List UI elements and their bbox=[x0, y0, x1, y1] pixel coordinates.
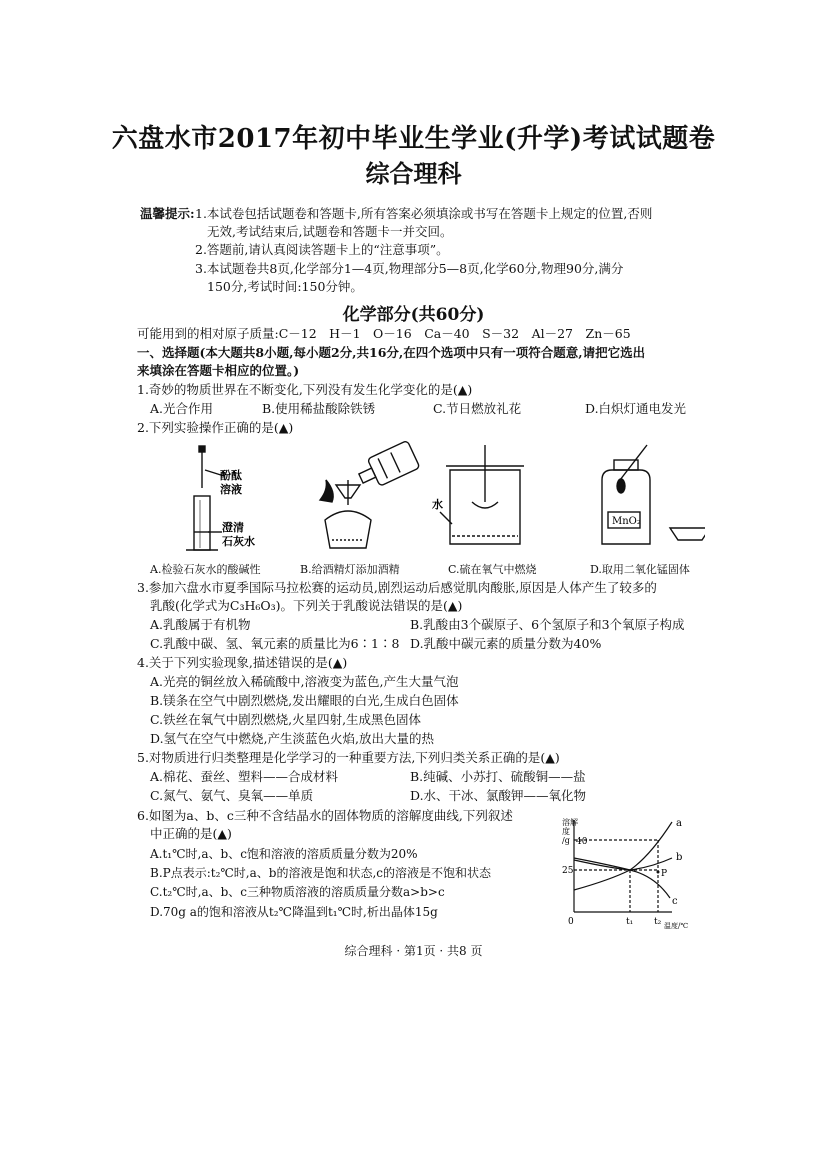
q6-option-d: D.70g a的饱和溶液从t₂℃降温到t₁℃时,析出晶体15g bbox=[150, 905, 438, 919]
q5-option-d: D.水、干冰、氯酸钾——氧化物 bbox=[410, 788, 587, 803]
solubility-graph bbox=[560, 810, 710, 930]
q5-option-c: C.氮气、氨气、臭氧——单质 bbox=[150, 788, 314, 803]
curve-a bbox=[574, 822, 672, 890]
label-mno2: MnO₂ bbox=[612, 516, 641, 527]
tick-25: 25 bbox=[562, 866, 574, 876]
page-title: 六盘水市2017年初中毕业生学业(升学)考试试题卷 bbox=[111, 124, 716, 154]
label-phenol-1: 酚酞 bbox=[220, 469, 242, 482]
label-lime-1: 澄清 bbox=[222, 521, 244, 534]
part-one-heading: 一、选择题(本大题共8小题,每小题2分,共16分,在四个选项中只有一项符合题意,请把它选出 bbox=[137, 345, 646, 360]
question-3-line-2: 乳酸(化学式为C₃H₆O₃)。下列关于乳酸说法错误的是(▲) bbox=[150, 598, 463, 613]
label-water: 水 bbox=[432, 498, 443, 511]
notice-item-2: 2.答题前,请认真阅读答题卡上的“注意事项”。 bbox=[195, 242, 449, 257]
notice-item-3-cont: 150分,考试时间:150分钟。 bbox=[207, 279, 363, 294]
tick-40: 40 bbox=[576, 837, 588, 847]
fig-c-gas-jar bbox=[440, 445, 524, 544]
question-1-stem bbox=[137, 382, 472, 398]
section-title: 化学部分(共60分) bbox=[342, 305, 485, 325]
fig-a-dropper bbox=[186, 446, 224, 550]
question-5-stem: 5.对物质进行归类整理是化学学习的一种重要方法,下列归类关系正确的是(▲) bbox=[137, 750, 560, 765]
question-6-line-2: 中正确的是(▲) bbox=[150, 826, 232, 841]
q2-option-c: C.硫在氧气中燃烧 bbox=[448, 563, 537, 576]
q5-option-b: B.纯碱、小苏打、硫酸铜——盐 bbox=[410, 769, 586, 784]
question-3-line-1: 3.参加六盘水市夏季国际马拉松赛的运动员,剧烈运动后感觉肌肉酸胀,原因是人体产生了较多的 bbox=[137, 580, 657, 595]
q6-option-a: A.t₁℃时,a、b、c饱和溶液的溶质质量分数为20% bbox=[150, 847, 418, 861]
q1-option-a: A.光合作用 bbox=[150, 401, 214, 416]
tick-origin: 0 bbox=[568, 917, 574, 927]
curve-c bbox=[574, 860, 670, 898]
q3-option-d: D.乳酸中碳元素的质量分数为40% bbox=[410, 636, 602, 651]
notice-item-3: 3.本试题卷共8页,化学部分1—4页,物理部分5—8页,化学60分,物理90分,满分 bbox=[195, 261, 624, 276]
q1-option-b: B.使用稀盐酸除铁锈 bbox=[262, 401, 376, 416]
part-one-heading-cont: 来填涂在答题卡相应的位置。) bbox=[137, 363, 300, 378]
q4-option-b: B.镁条在空气中剧烈燃烧,发出耀眼的白光,生成白色固体 bbox=[150, 693, 459, 708]
q2-option-a: A.检验石灰水的酸碱性 bbox=[150, 563, 261, 576]
curve-c-label: c bbox=[672, 896, 678, 907]
x-label: 温度/℃ bbox=[664, 922, 689, 930]
y-label-3: /g bbox=[562, 836, 570, 845]
fig-d-reagent-bottle bbox=[602, 445, 705, 544]
fig-b-alcohol-lamp bbox=[320, 440, 420, 548]
q4-option-a: A.光亮的铜丝放入稀硫酸中,溶液变为蓝色,产生大量气泡 bbox=[150, 674, 459, 689]
q6-option-c: C.t₂℃时,a、b、c三种物质溶液的溶质质量分数a>b>c bbox=[150, 885, 445, 899]
q2-option-b: B.给酒精灯添加酒精 bbox=[300, 563, 400, 576]
y-label-2: 度 bbox=[562, 827, 570, 836]
tick-t2: t₂ bbox=[654, 917, 662, 927]
tick-t1: t₁ bbox=[626, 917, 634, 927]
point-p bbox=[657, 871, 660, 874]
y-label-1: 溶解 bbox=[562, 818, 578, 827]
q1-option-c: C.节日燃放礼花 bbox=[433, 401, 522, 416]
question-6-line-1: 6.如图为a、b、c三种不含结晶水的固体物质的溶解度曲线,下列叙述 bbox=[137, 808, 513, 823]
q4-option-c: C.铁丝在氧气中剧烈燃烧,火星四射,生成黑色固体 bbox=[150, 712, 422, 727]
page-subtitle: 综合理科 bbox=[365, 159, 462, 188]
q3-option-b: B.乳酸由3个碳原子、6个氢原子和3个氧原子构成 bbox=[410, 617, 685, 632]
q5-option-a: A.棉花、蚕丝、塑料——合成材料 bbox=[150, 769, 339, 784]
notice-label: 温馨提示: bbox=[140, 206, 195, 221]
label-lime-2: 石灰水 bbox=[222, 535, 255, 548]
q2-option-d: D.取用二氧化锰固体 bbox=[590, 563, 690, 576]
atomic-mass-line: 可能用到的相对原子质量:C－12 H－1 O－16 Ca－40 S－32 Al－27 Zn－65 bbox=[137, 326, 631, 341]
curve-a-label: a bbox=[676, 818, 682, 829]
question-1-stem-text: 1.奇妙的物质世界在不断变化,下列没有发生化学变化的是(▲) bbox=[137, 382, 473, 397]
label-phenol-2: 溶液 bbox=[220, 483, 242, 496]
notice-item-1: 1.本试卷包括试题卷和答题卡,所有答案必须填涂或书写在答题卡上规定的位置,否则 bbox=[195, 206, 653, 221]
curve-b bbox=[574, 858, 672, 870]
q4-option-d: D.氢气在空气中燃烧,产生淡蓝色火焰,放出大量的热 bbox=[150, 731, 434, 746]
page-footer: 综合理科 · 第1页 · 共8 页 bbox=[344, 944, 483, 958]
q2-apparatus-figure bbox=[150, 440, 705, 560]
q3-option-c: C.乳酸中碳、氢、氧元素的质量比为6∶1∶8 bbox=[150, 636, 400, 651]
q1-option-d: D.白炽灯通电发光 bbox=[585, 401, 687, 416]
question-2-stem: 2.下列实验操作正确的是(▲) bbox=[137, 420, 294, 435]
notice-item-1-cont: 无效,考试结束后,试题卷和答题卡一并交回。 bbox=[207, 224, 453, 239]
curve-b-label: b bbox=[676, 852, 683, 863]
q6-option-b: B.P点表示:t₂℃时,a、b的溶液是饱和状态,c的溶液是不饱和状态 bbox=[150, 866, 491, 880]
question-4-stem: 4.关于下列实验现象,描述错误的是(▲) bbox=[137, 655, 348, 670]
point-p-label: P bbox=[661, 869, 668, 879]
q3-option-a: A.乳酸属于有机物 bbox=[150, 617, 251, 632]
